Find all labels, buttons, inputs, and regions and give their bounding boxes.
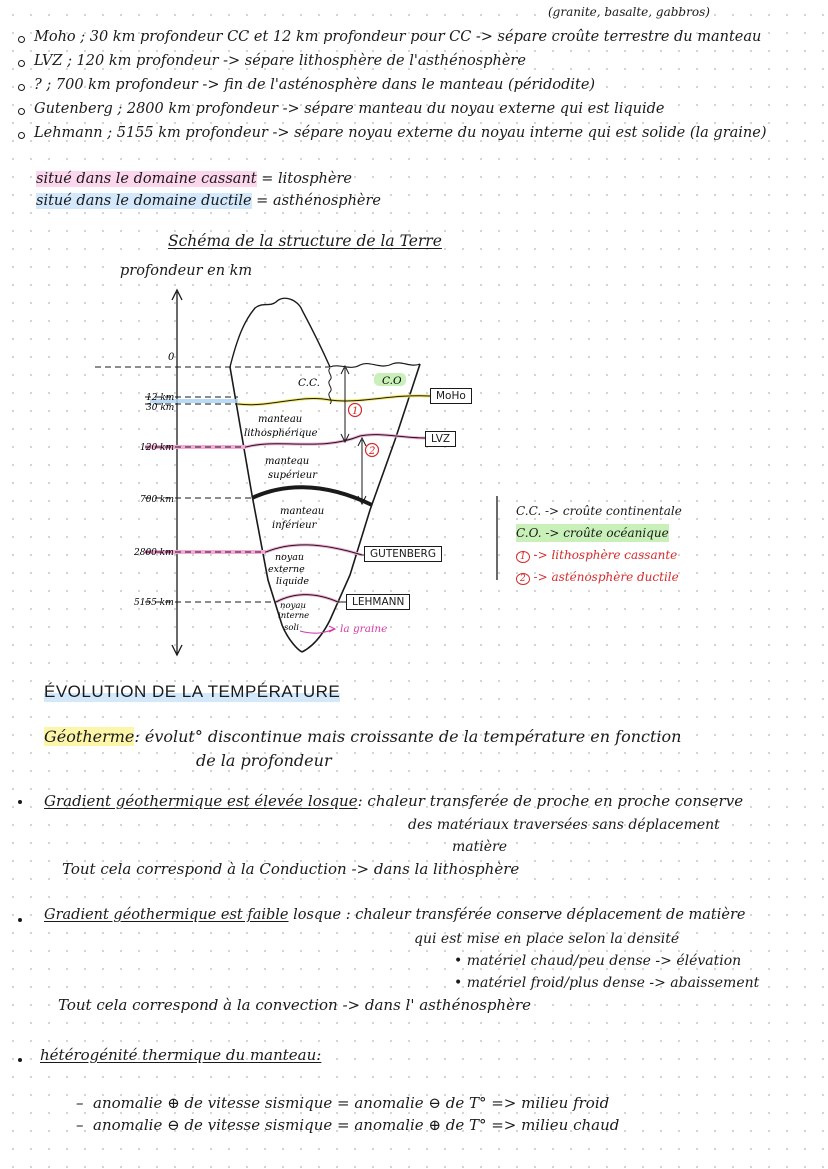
legend-num-2: 2 [516, 573, 530, 585]
depth-700: 700 km [140, 495, 175, 505]
bullet-icon [18, 36, 25, 43]
label-ne2: externe [268, 564, 305, 575]
label-ne1: noyau [275, 552, 304, 563]
gradient-high-def2: des matériaux traversées sans déplacement [408, 817, 720, 833]
def-lvz: LVZ ; 120 km profondeur -> sépare lithosphère de l'asthénosphère [34, 53, 526, 69]
domain-ductile-term: situé dans le domaine ductile [36, 193, 252, 209]
domain-cassant-term: situé dans le domaine cassant [36, 171, 257, 187]
domain-cassant [36, 170, 352, 188]
geotherme-def2: de la profondeur [196, 751, 332, 770]
box-gutenberg: GUTENBERG [364, 546, 442, 562]
bullet-icon [18, 1058, 22, 1062]
continent-outline [230, 298, 330, 367]
anomaly-2: – anomalie ⊖ de vitesse sismique = anomalie ⊕ de T° => milieu chaud [76, 1116, 620, 1134]
label-ni1: noyau [280, 601, 306, 611]
legend-co: C.O. -> croûte océanique [516, 526, 669, 540]
depth-30: 30 km [146, 403, 175, 413]
depth-0: 0 [168, 352, 175, 363]
legend-lithosphere-text: -> lithosphère cassante [529, 548, 678, 562]
bullet-icon [18, 800, 22, 804]
legend-cc: C.C. -> croûte continentale [516, 504, 682, 518]
earth-structure-diagram [0, 280, 828, 670]
def-gutenberg: Gutenberg ; 2800 km profondeur -> sépare manteau du noyau externe qui est liquide [34, 101, 665, 117]
axis-label: profondeur en km [120, 263, 253, 279]
geotherme-term: Géotherme [44, 727, 135, 746]
bullet-icon [18, 108, 25, 115]
def-700: ? ; 700 km profondeur -> fin de l'asténosphère dans le manteau (péridodite) [34, 77, 596, 93]
diagram-title: Schéma de la structure de la Terre [168, 232, 442, 250]
section-title: ÉVOLUTION DE LA TEMPÉRATURE [44, 682, 341, 701]
convection-line: Tout cela correspond à la convection -> dans l' asthénosphère [58, 996, 532, 1014]
gradient-low-label: Gradient géothermique est faible [44, 907, 289, 923]
gradient-high-def1: : chaleur transferée de proche en proche conserve [357, 792, 744, 810]
label-ni3: soli [284, 623, 299, 633]
gradient-low-def4: • matériel froid/plus dense -> abaissement [454, 975, 760, 991]
label-mi1: manteau [280, 506, 325, 517]
legend-lithosphere [516, 546, 677, 566]
depth-120: 120 km [140, 443, 175, 453]
bullet-icon [18, 918, 22, 922]
label-cc: C.C. [298, 377, 320, 389]
def-lehmann: Lehmann ; 5155 km profondeur -> sépare noyau externe du noyau interne qui est solide (la graine) [34, 125, 767, 141]
legend-asthenosphere-text: -> asténosphère ductile [529, 570, 679, 584]
domain-cassant-def: = litosphère [256, 171, 352, 187]
geotherme-line1 [44, 728, 681, 746]
legend-asthenosphere [516, 568, 679, 588]
depth-12: 12 km [146, 393, 175, 403]
label-ne3: liquide [276, 576, 310, 587]
gradient-low-def1: losque : chaleur transférée conserve déplacement de matière [288, 907, 746, 923]
ocean-surface [330, 363, 420, 367]
label-ms1: manteau [265, 456, 310, 467]
def-moho: Moho ; 30 km profondeur CC et 12 km profondeur pour CC -> sépare croûte terrestre du manteau [34, 29, 762, 45]
box-lvz: LVZ [425, 431, 456, 447]
label-ni2: interne [278, 611, 310, 621]
circle-1-label: 1 [352, 406, 359, 417]
gradient-low-def3: • matériel chaud/peu dense -> élévation [454, 953, 742, 969]
label-ml1: manteau [258, 414, 303, 425]
domain-ductile-def: = asthénosphère [251, 193, 382, 209]
gradient-high-def3: matière [452, 839, 507, 855]
label-ml2: lithosphérique [244, 428, 318, 439]
bullet-icon [18, 84, 25, 91]
depth-5155: 5155 km [134, 598, 174, 608]
gradient-low [44, 906, 745, 924]
gradient-high [44, 792, 743, 810]
heterogeneity-title: hétérogénité thermique du manteau: [40, 1046, 322, 1064]
label-ms2: supérieur [268, 470, 318, 481]
box-moho: MoHo [430, 388, 472, 404]
gradient-low-def2: qui est mise en place selon la densité [414, 931, 680, 947]
anomaly-2-text: anomalie ⊖ de vitesse sismique = anomalie ⊕ de T° => milieu chaud [93, 1116, 620, 1134]
legend-num-1: 1 [516, 551, 530, 563]
geotherme-def1: : évolut° discontinue mais croissante de la température en fonction [134, 727, 682, 746]
anomaly-1: – anomalie ⊕ de vitesse sismique = anomalie ⊖ de T° => milieu froid [76, 1094, 610, 1112]
depth-2800: 2800 km [134, 548, 174, 558]
note-rocks: (granite, basalte, gabbros) [548, 5, 710, 19]
box-lehmann: LEHMANN [346, 594, 410, 610]
domain-ductile [36, 192, 381, 210]
bullet-icon [18, 132, 25, 139]
conduction-line: Tout cela correspond à la Conduction -> dans la lithosphère [62, 860, 520, 878]
circle-2-label: 2 [369, 446, 376, 457]
label-graine: la graine [340, 623, 388, 635]
graine-arrow [300, 629, 334, 633]
label-co: C.O [382, 375, 402, 387]
bullet-icon [18, 60, 25, 67]
anomaly-1-text: anomalie ⊕ de vitesse sismique = anomalie ⊖ de T° => milieu froid [93, 1094, 610, 1112]
700-thick-line [252, 487, 372, 505]
label-mi2: inférieur [272, 520, 317, 531]
gradient-high-label: Gradient géothermique est élevée losque [44, 792, 358, 810]
